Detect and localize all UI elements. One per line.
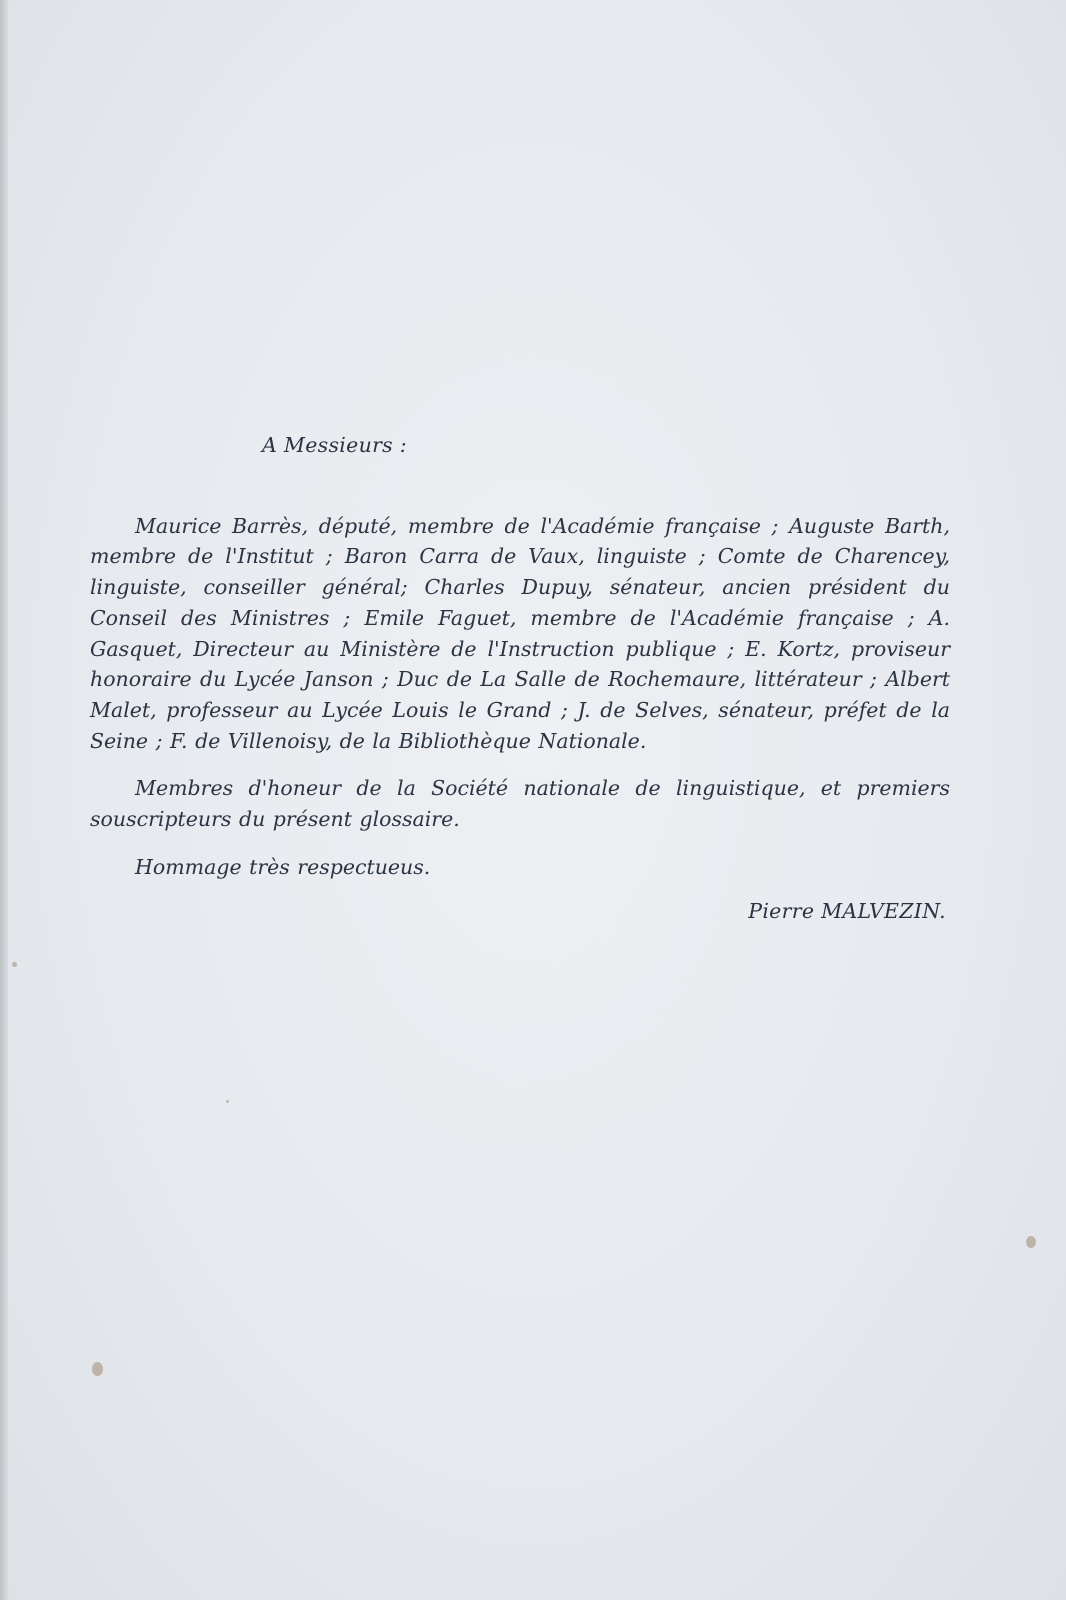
members-paragraph: Membres d'honeur de la Société nationale de linguistique, et premiers souscripteurs du présent glossaire. <box>90 776 950 832</box>
foxing-spot <box>1026 1236 1036 1248</box>
salutation: A Messieurs : <box>262 433 408 457</box>
page-left-edge <box>0 0 8 1600</box>
dedication-paragraph: Maurice Barrès, député, membre de l'Académie française ; Auguste Barth, membre de l'Institut ; Baron Carra de Vaux, linguiste ; Comte de Charencey, linguiste, conseiller général; Charles Dupuy, sénateur, ancien président du Conseil des Ministres ; Emile Faguet, membre de l'Académie française ; A. Gasquet, Directeur au Ministère de l'Instruction publique ; E. Kortz, proviseur honoraire du Lycée Janson ; Duc de La Salle de Rochemaure, littérateur ; Albert Malet, professeur au Lycée Louis le Grand ; J. de Selves, sénateur, préfet de la Seine ; F. de Villenoisy, de la Bibliothèque Nationale. <box>90 513 950 753</box>
foxing-spot <box>92 1362 103 1376</box>
foxing-spot <box>12 962 17 967</box>
dedication-text <box>90 430 950 927</box>
signature: Pierre MALVEZIN. <box>748 899 946 924</box>
hommage-line: Hommage très respectueus. <box>135 854 431 879</box>
foxing-spot <box>226 1100 229 1103</box>
